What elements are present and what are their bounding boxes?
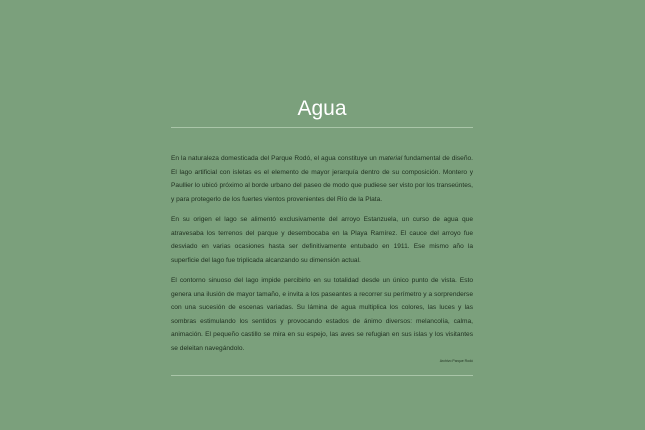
page-title: Agua — [297, 97, 347, 120]
article-body — [171, 152, 473, 355]
image-credit: Archivo Parque Rodó — [439, 359, 473, 363]
paragraph-1-before: En la naturaleza domesticada del Parque Rodó, el agua constituye un — [171, 155, 379, 162]
bottom-divider — [171, 375, 473, 376]
paragraph-1-after: fundamental de diseño. El lago artificial con isletas es el elemento de mayor jerarquía dentro de su composición. Montero y Paullier lo ubicó próximo al borde urbano del paseo de modo que pudiese ser visto por los transeúntes, y para protegerlo de los fuertes vientos provenientes del Río de la Plata. — [171, 155, 473, 203]
paragraph-3: El contorno sinuoso del lago impide percibirlo en su totalidad desde un único punto de vista. Esto genera una ilusión de mayor tamaño, e invita a los paseantes a recorrer su perímetro y a sorprenderse con una sucesión de escenas variadas. Su lámina de agua multiplica los colores, las luces y las sombras estimulando los sentidos y provocando estados de ánimo diversos: melancolía, calma, animación. El pequeño castillo se mira en su espejo, las aves se refugian en sus islas y los visitantes se deleitan navegándolo. — [171, 277, 473, 352]
paragraph-1-emphasis: material — [378, 155, 403, 162]
paragraph-1 — [171, 152, 473, 206]
title-divider — [171, 127, 473, 128]
paragraph-2: En su origen el lago se alimentó exclusivamente del arroyo Estanzuela, un curso de agua que atravesaba los terrenos del parque y desembocaba en la Playa Ramírez. El cauce del arroyo fue desviado en varias ocasiones hasta ser definitivamente entubado en 1911. Ese mismo año la superficie del lago fue triplicada alcanzando su dimensión actual. — [171, 216, 473, 264]
content-panel — [171, 92, 473, 376]
